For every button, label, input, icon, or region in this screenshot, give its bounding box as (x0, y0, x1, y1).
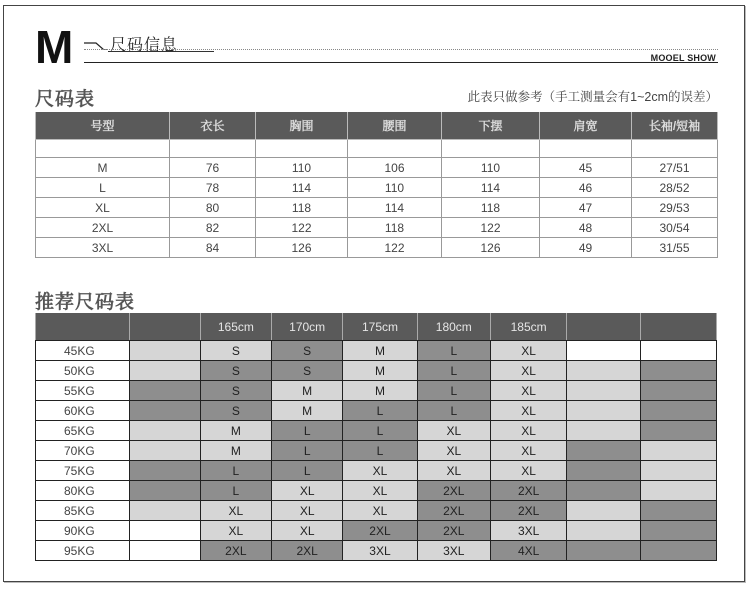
size-label-cell: M (36, 158, 170, 178)
recommended-size-cell: XL (490, 341, 566, 361)
recommended-size-cell (130, 361, 200, 381)
recommended-size-cell (567, 461, 640, 481)
measurement-cell: 118 (348, 218, 442, 238)
recommended-size-cell (567, 361, 640, 381)
blank-row (36, 140, 718, 158)
recommended-size-cell: S (272, 341, 343, 361)
measurement-cell: 122 (442, 218, 540, 238)
recommended-size-cell: 2XL (343, 521, 417, 541)
weight-cell: 45KG (36, 341, 130, 361)
recommended-size-cell: XL (417, 421, 490, 441)
measurement-cell: 48 (540, 218, 632, 238)
size-label-cell: L (36, 178, 170, 198)
recommended-size-cell: XL (490, 461, 566, 481)
col-header: 长袖/短袖 (632, 112, 718, 140)
measurement-cell: 28/52 (632, 178, 718, 198)
recommend-table-header (36, 313, 717, 341)
recommended-size-cell: L (417, 361, 490, 381)
col-header: 胸围 (256, 112, 348, 140)
recommended-size-cell (640, 361, 716, 381)
recommended-size-cell (130, 341, 200, 361)
col-header: 肩宽 (540, 112, 632, 140)
measurement-note: 此表只做参考（手工测量会有1~2cm的误差） (467, 90, 718, 104)
recommended-size-cell: L (417, 401, 490, 421)
recommended-size-cell: XL (417, 461, 490, 481)
table-row (36, 541, 717, 561)
table-row (36, 461, 717, 481)
recommended-size-cell: 2XL (417, 501, 490, 521)
page-title: 尺码信息 (110, 37, 179, 54)
table-row (36, 501, 717, 521)
weight-cell: 55KG (36, 381, 130, 401)
recommended-size-cell (130, 501, 200, 521)
table-row (36, 218, 718, 238)
recommended-size-cell: 3XL (417, 541, 490, 561)
recommended-size-cell: S (200, 401, 271, 421)
recommended-size-cell (640, 521, 716, 541)
size-label-cell: XL (36, 198, 170, 218)
recommended-size-cell: M (343, 341, 417, 361)
size-table (35, 112, 718, 258)
recommended-size-cell: XL (490, 421, 566, 441)
measurement-cell: 114 (442, 178, 540, 198)
recommended-size-cell (640, 481, 716, 501)
table-row (36, 238, 718, 258)
recommended-size-cell: XL (200, 501, 271, 521)
measurement-cell: 45 (540, 158, 632, 178)
recommended-size-cell (130, 521, 200, 541)
recommended-size-cell: XL (490, 361, 566, 381)
recommended-size-cell: L (272, 441, 343, 461)
size-table-header (36, 112, 718, 140)
recommended-size-cell: L (200, 481, 271, 501)
col-header: 170cm (272, 313, 343, 341)
measurement-cell: 122 (256, 218, 348, 238)
measurement-cell: 78 (170, 178, 256, 198)
measurement-cell: 122 (348, 238, 442, 258)
recommended-size-cell (640, 461, 716, 481)
recommended-size-cell: S (200, 341, 271, 361)
table-row (36, 401, 717, 421)
recommend-table (35, 313, 717, 561)
recommended-size-cell: L (417, 381, 490, 401)
measurement-cell: 110 (442, 158, 540, 178)
recommended-size-cell (567, 401, 640, 421)
table-row (36, 481, 717, 501)
col-header: 165cm (200, 313, 271, 341)
recommended-size-cell: XL (200, 521, 271, 541)
measurement-cell: 114 (256, 178, 348, 198)
measurement-cell: 84 (170, 238, 256, 258)
measurement-cell: 76 (170, 158, 256, 178)
recommended-size-cell: M (272, 381, 343, 401)
weight-cell: 75KG (36, 461, 130, 481)
table-row (36, 158, 718, 178)
recommended-size-cell (130, 541, 200, 561)
col-header (567, 313, 640, 341)
recommended-size-cell (640, 421, 716, 441)
recommended-size-cell: 4XL (490, 541, 566, 561)
recommended-size-cell (130, 441, 200, 461)
recommended-size-cell: L (343, 441, 417, 461)
weight-cell: 85KG (36, 501, 130, 521)
table-row (36, 521, 717, 541)
recommended-size-cell: M (200, 421, 271, 441)
recommended-size-cell: XL (417, 441, 490, 461)
measurement-cell: 106 (348, 158, 442, 178)
recommended-size-cell: XL (272, 501, 343, 521)
col-header (130, 313, 200, 341)
recommended-size-cell (640, 341, 716, 361)
recommended-size-cell (567, 541, 640, 561)
col-header: 腰围 (348, 112, 442, 140)
recommended-size-cell (640, 401, 716, 421)
recommended-size-cell: S (272, 361, 343, 381)
weight-cell: 90KG (36, 521, 130, 541)
recommended-size-cell (640, 501, 716, 521)
size-label-cell: 3XL (36, 238, 170, 258)
measurement-cell: 29/53 (632, 198, 718, 218)
recommended-size-cell (567, 381, 640, 401)
recommended-size-cell: L (272, 461, 343, 481)
weight-cell: 50KG (36, 361, 130, 381)
title-underline (108, 51, 214, 52)
measurement-cell: 82 (170, 218, 256, 238)
measurement-cell: 114 (348, 198, 442, 218)
recommended-size-cell: M (200, 441, 271, 461)
recommended-size-cell (130, 401, 200, 421)
recommended-size-cell: 3XL (490, 521, 566, 541)
recommended-size-cell: S (200, 381, 271, 401)
recommended-size-cell: 2XL (200, 541, 271, 561)
measurement-cell: 46 (540, 178, 632, 198)
header-divider (84, 62, 718, 63)
measurement-cell: 47 (540, 198, 632, 218)
measurement-cell: 126 (442, 238, 540, 258)
recommended-size-cell (567, 341, 640, 361)
measurement-cell: 110 (256, 158, 348, 178)
col-header: 180cm (417, 313, 490, 341)
measurement-cell: 118 (442, 198, 540, 218)
model-show-label: MOOEL SHOW (650, 53, 716, 63)
recommended-size-cell: 2XL (272, 541, 343, 561)
recommended-size-cell: S (200, 361, 271, 381)
recommended-size-cell: 2XL (490, 501, 566, 521)
table-row (36, 198, 718, 218)
recommended-size-cell: XL (490, 401, 566, 421)
recommended-size-cell (130, 461, 200, 481)
recommended-size-cell (567, 421, 640, 441)
recommended-size-cell: L (417, 341, 490, 361)
recommended-size-cell: L (272, 421, 343, 441)
recommended-size-cell: L (200, 461, 271, 481)
table-row (36, 361, 717, 381)
recommended-size-cell: XL (343, 501, 417, 521)
measurement-cell: 80 (170, 198, 256, 218)
col-header: 185cm (490, 313, 566, 341)
table-row (36, 421, 717, 441)
recommended-size-cell: XL (490, 441, 566, 461)
weight-cell: 95KG (36, 541, 130, 561)
recommended-size-cell (640, 381, 716, 401)
col-header: 下摆 (442, 112, 540, 140)
col-header: 号型 (36, 112, 170, 140)
recommended-size-cell (130, 421, 200, 441)
recommended-size-cell: XL (343, 481, 417, 501)
table-row (36, 381, 717, 401)
recommended-size-cell: XL (272, 481, 343, 501)
recommended-size-cell: 2XL (417, 481, 490, 501)
col-header (36, 313, 130, 341)
recommended-size-cell: 2XL (490, 481, 566, 501)
recommended-size-cell: 2XL (417, 521, 490, 541)
recommended-size-cell (130, 381, 200, 401)
measurement-cell: 110 (348, 178, 442, 198)
col-header (640, 313, 716, 341)
recommended-size-cell: M (272, 401, 343, 421)
table-row (36, 441, 717, 461)
recommended-size-cell (567, 521, 640, 541)
measurement-cell: 31/55 (632, 238, 718, 258)
col-header: 衣长 (170, 112, 256, 140)
measurement-cell: 49 (540, 238, 632, 258)
recommended-size-cell: L (343, 401, 417, 421)
recommended-size-cell (130, 481, 200, 501)
measurement-cell: 27/51 (632, 158, 718, 178)
recommended-size-cell: XL (343, 461, 417, 481)
recommended-size-cell: 3XL (343, 541, 417, 561)
measurement-cell: 118 (256, 198, 348, 218)
dotted-divider (84, 49, 718, 50)
recommended-size-cell: XL (272, 521, 343, 541)
recommended-size-cell (640, 541, 716, 561)
recommended-size-cell (567, 481, 640, 501)
recommended-size-cell (567, 501, 640, 521)
table-row (36, 341, 717, 361)
weight-cell: 60KG (36, 401, 130, 421)
weight-cell: 65KG (36, 421, 130, 441)
weight-cell: 80KG (36, 481, 130, 501)
weight-cell: 70KG (36, 441, 130, 461)
table-row (36, 178, 718, 198)
size-table-title: 尺码表 (35, 89, 96, 110)
recommended-size-cell: M (343, 381, 417, 401)
size-label-cell: 2XL (36, 218, 170, 238)
col-header: 175cm (343, 313, 417, 341)
recommended-size-cell: L (343, 421, 417, 441)
logo-letter: M (35, 21, 72, 73)
measurement-cell: 30/54 (632, 218, 718, 238)
recommend-table-title: 推荐尺码表 (35, 292, 136, 313)
recommended-size-cell: M (343, 361, 417, 381)
recommended-size-cell: XL (490, 381, 566, 401)
measurement-cell: 126 (256, 238, 348, 258)
recommended-size-cell (640, 441, 716, 461)
recommended-size-cell (567, 441, 640, 461)
